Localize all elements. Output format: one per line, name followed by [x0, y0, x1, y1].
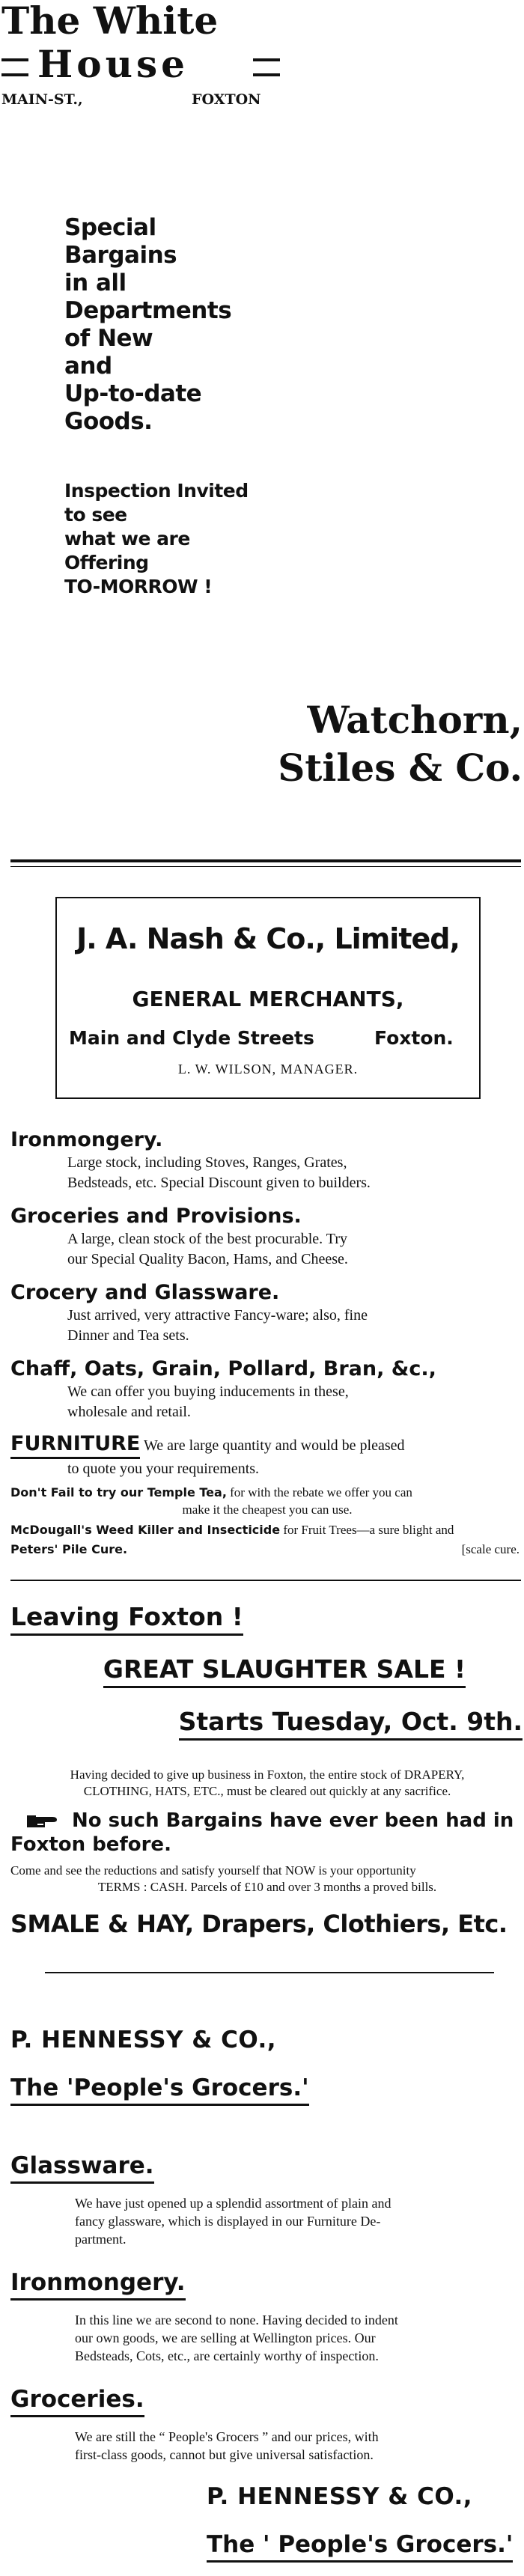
inspection-line: to see	[64, 504, 127, 526]
tea-line1	[10, 1484, 524, 1502]
bargains-line: of New	[64, 325, 153, 352]
section-divider	[10, 1580, 521, 1581]
text-line: Dinner and Tea sets.	[67, 1327, 189, 1344]
hennessy-section-heading-text: Ironmongery.	[10, 2268, 186, 2301]
hennessy-section-heading	[10, 2268, 524, 2301]
inspection-line: Inspection Invited	[64, 480, 249, 502]
bargains-line: Bargains	[64, 242, 177, 269]
text-line: fancy glassware, which is displayed in our Furniture De-	[75, 2214, 381, 2229]
watchorn-firm	[240, 696, 523, 792]
smale-sale-text: GREAT SLAUGHTER SALE !	[103, 1654, 466, 1688]
tea-rest: for with the rebate we offer you can	[230, 1485, 412, 1499]
nash-town: Foxton.	[374, 1027, 454, 1049]
smale-bargains-line1	[10, 1809, 524, 1833]
white-house-inspection	[64, 479, 249, 599]
text-line: We have just opened up a splendid assortment of plain and	[75, 2196, 392, 2211]
hennessy-section	[10, 2268, 524, 2365]
cure-rest: [scale cure.	[461, 1542, 520, 1556]
white-house-address: MAIN-ST.,	[1, 91, 83, 108]
hennessy-section-heading-text: Glassware.	[10, 2152, 154, 2184]
text-line: CLOTHING, HATS, ETC., must be cleared out quickly at any sacrifice.	[83, 1784, 451, 1798]
text-line: Bedsteads, Cots, etc., are certainly worthy of inspection.	[75, 2348, 379, 2363]
nash-cure	[10, 1541, 524, 1559]
section-divider	[45, 1972, 494, 1973]
text-line: We can offer you buying inducements in these,	[67, 1383, 349, 1400]
smale-description	[10, 1767, 524, 1800]
white-house-town: FOXTON	[192, 91, 261, 108]
nash-section-text	[10, 1153, 523, 1193]
tea-bold: Don't Fail to try our Temple Tea,	[10, 1485, 227, 1499]
text-line: A large, clean stock of the best procurable. Try	[67, 1231, 347, 1247]
hennessy-section-text	[10, 2428, 524, 2464]
smale-come: Come and see the reductions and satisfy yourself that NOW is your opportunity	[10, 1863, 416, 1878]
text-line: partment.	[75, 2232, 127, 2247]
furniture-text: We are large quantity and would be pleased	[144, 1437, 405, 1454]
furniture-line1	[10, 1433, 523, 1459]
nash-section-heading: Crocery and Glassware.	[10, 1281, 280, 1304]
hennessy-section-text	[10, 2194, 524, 2248]
hennessy-section	[10, 2152, 524, 2248]
hennessy-tagline-text: The 'People's Grocers.'	[10, 2074, 309, 2106]
smale-bargains-text1: No such Bargains have ever been had in	[72, 1809, 514, 1832]
nash-section-heading: Ironmongery.	[10, 1128, 163, 1151]
hennessy-footer-name: P. HENNESSY & CO.,	[207, 2483, 473, 2510]
nash-section-heading: Chaff, Oats, Grain, Pollard, Bran, &c.,	[10, 1357, 436, 1380]
bargains-line: in all	[64, 270, 127, 296]
nash-section-text	[10, 1229, 523, 1270]
nash-furniture	[10, 1433, 523, 1479]
watchorn-line1: Watchorn,	[307, 698, 523, 742]
smale-sale	[45, 1654, 524, 1688]
smale-starts-text: Starts Tuesday, Oct. 9th.	[179, 1707, 523, 1741]
hennessy-section-heading	[10, 2385, 524, 2417]
furniture-line2: to quote you your requirements.	[67, 1461, 260, 1477]
cure-bold: Peters' Pile Cure.	[10, 1542, 128, 1556]
nash-section-text	[10, 1306, 523, 1346]
nash-section-heading: Groceries and Provisions.	[10, 1205, 302, 1228]
white-house-title-row2	[1, 43, 286, 88]
smale-leaving-text: Leaving Foxton !	[10, 1602, 243, 1636]
hennessy-tagline	[10, 2074, 309, 2106]
nash-name: J. A. Nash & Co., Limited,	[76, 922, 460, 955]
text-line: our own goods, we are selling at Wellington prices. Our	[75, 2330, 376, 2345]
section-divider	[10, 859, 521, 862]
nash-section	[10, 1280, 523, 1346]
smale-leaving	[10, 1602, 243, 1636]
nash-manager: L. W. WILSON, MANAGER.	[177, 1062, 359, 1077]
hennessy-footer-tagline	[207, 2530, 513, 2563]
text-line: Large stock, including Stoves, Ranges, Grates,	[67, 1154, 347, 1171]
weed-rest: for Fruit Trees—a sure blight and	[283, 1523, 454, 1537]
hennessy-section	[10, 2385, 524, 2464]
nash-section	[10, 1356, 523, 1422]
dash-ornament-right-icon	[253, 58, 280, 76]
nash-section-text	[10, 1382, 523, 1422]
pointing-hand-icon	[27, 1811, 58, 1827]
hennessy-section-text	[10, 2311, 524, 2365]
nash-weed	[10, 1521, 524, 1539]
section-divider-thin	[10, 866, 521, 867]
nash-section	[10, 1127, 523, 1193]
hennessy-footer-tagline-text: The ' People's Grocers.'	[207, 2530, 513, 2563]
nash-header-box	[55, 897, 481, 1099]
bargains-line: and	[64, 353, 112, 380]
inspection-line: Offering	[64, 552, 149, 573]
weed-bold: McDougall's Weed Killer and Insecticide	[10, 1523, 281, 1537]
hennessy-section-heading-text: Groceries.	[10, 2385, 144, 2417]
text-line: We are still the “ People's Grocers ” and our prices, with	[75, 2429, 379, 2444]
white-house-title-line1: The White	[1, 0, 219, 43]
inspection-line: what we are	[64, 528, 190, 549]
tea-line2: make it the cheapest you can use.	[182, 1502, 353, 1517]
nash-section	[10, 1204, 523, 1270]
bargains-line: Departments	[64, 297, 232, 324]
text-line: Just arrived, very attractive Fancy-ware; also, fine	[67, 1307, 368, 1324]
watchorn-line2: Stiles & Co.	[278, 746, 523, 790]
smale-bargains-text2: Foxton before.	[10, 1833, 171, 1856]
text-line: Bedsteads, etc. Special Discount given to builders.	[67, 1175, 371, 1191]
smale-firm: SMALE & HAY, Drapers, Clothiers, Etc.	[10, 1910, 508, 1938]
white-house-bargains	[64, 214, 231, 436]
inspection-line: TO-MORROW !	[64, 576, 213, 597]
white-house-address-row	[1, 91, 286, 108]
bargains-line: Up-to-date	[64, 380, 202, 407]
text-line: our Special Quality Bacon, Hams, and Cheese.	[67, 1251, 348, 1267]
smale-starts	[150, 1707, 523, 1741]
text-line: wholesale and retail.	[67, 1404, 191, 1420]
text-line: Having decided to give up business in Foxton, the entire stock of DRAPERY,	[70, 1767, 465, 1782]
text-line: first-class goods, cannot but give universal satisfaction.	[75, 2447, 374, 2462]
dash-ornament-left-icon	[1, 58, 28, 76]
white-house-title-line2: House	[37, 42, 189, 86]
smale-terms: TERMS : CASH. Parcels of £10 and over 3 months a proved bills.	[97, 1880, 437, 1894]
bargains-line: Goods.	[64, 408, 153, 435]
bargains-line: Special	[64, 214, 156, 241]
nash-trade: GENERAL MERCHANTS,	[132, 987, 404, 1011]
hennessy-section-heading	[10, 2152, 524, 2184]
hennessy-name: P. HENNESSY & CO.,	[10, 2027, 277, 2053]
nash-tea	[10, 1484, 524, 1518]
text-line: In this line we are second to none. Having decided to indent	[75, 2312, 398, 2327]
nash-address: Main and Clyde Streets	[69, 1027, 314, 1049]
white-house-title	[1, 0, 301, 42]
smale-bargains	[10, 1809, 524, 1857]
furniture-heading: FURNITURE	[10, 1433, 140, 1459]
